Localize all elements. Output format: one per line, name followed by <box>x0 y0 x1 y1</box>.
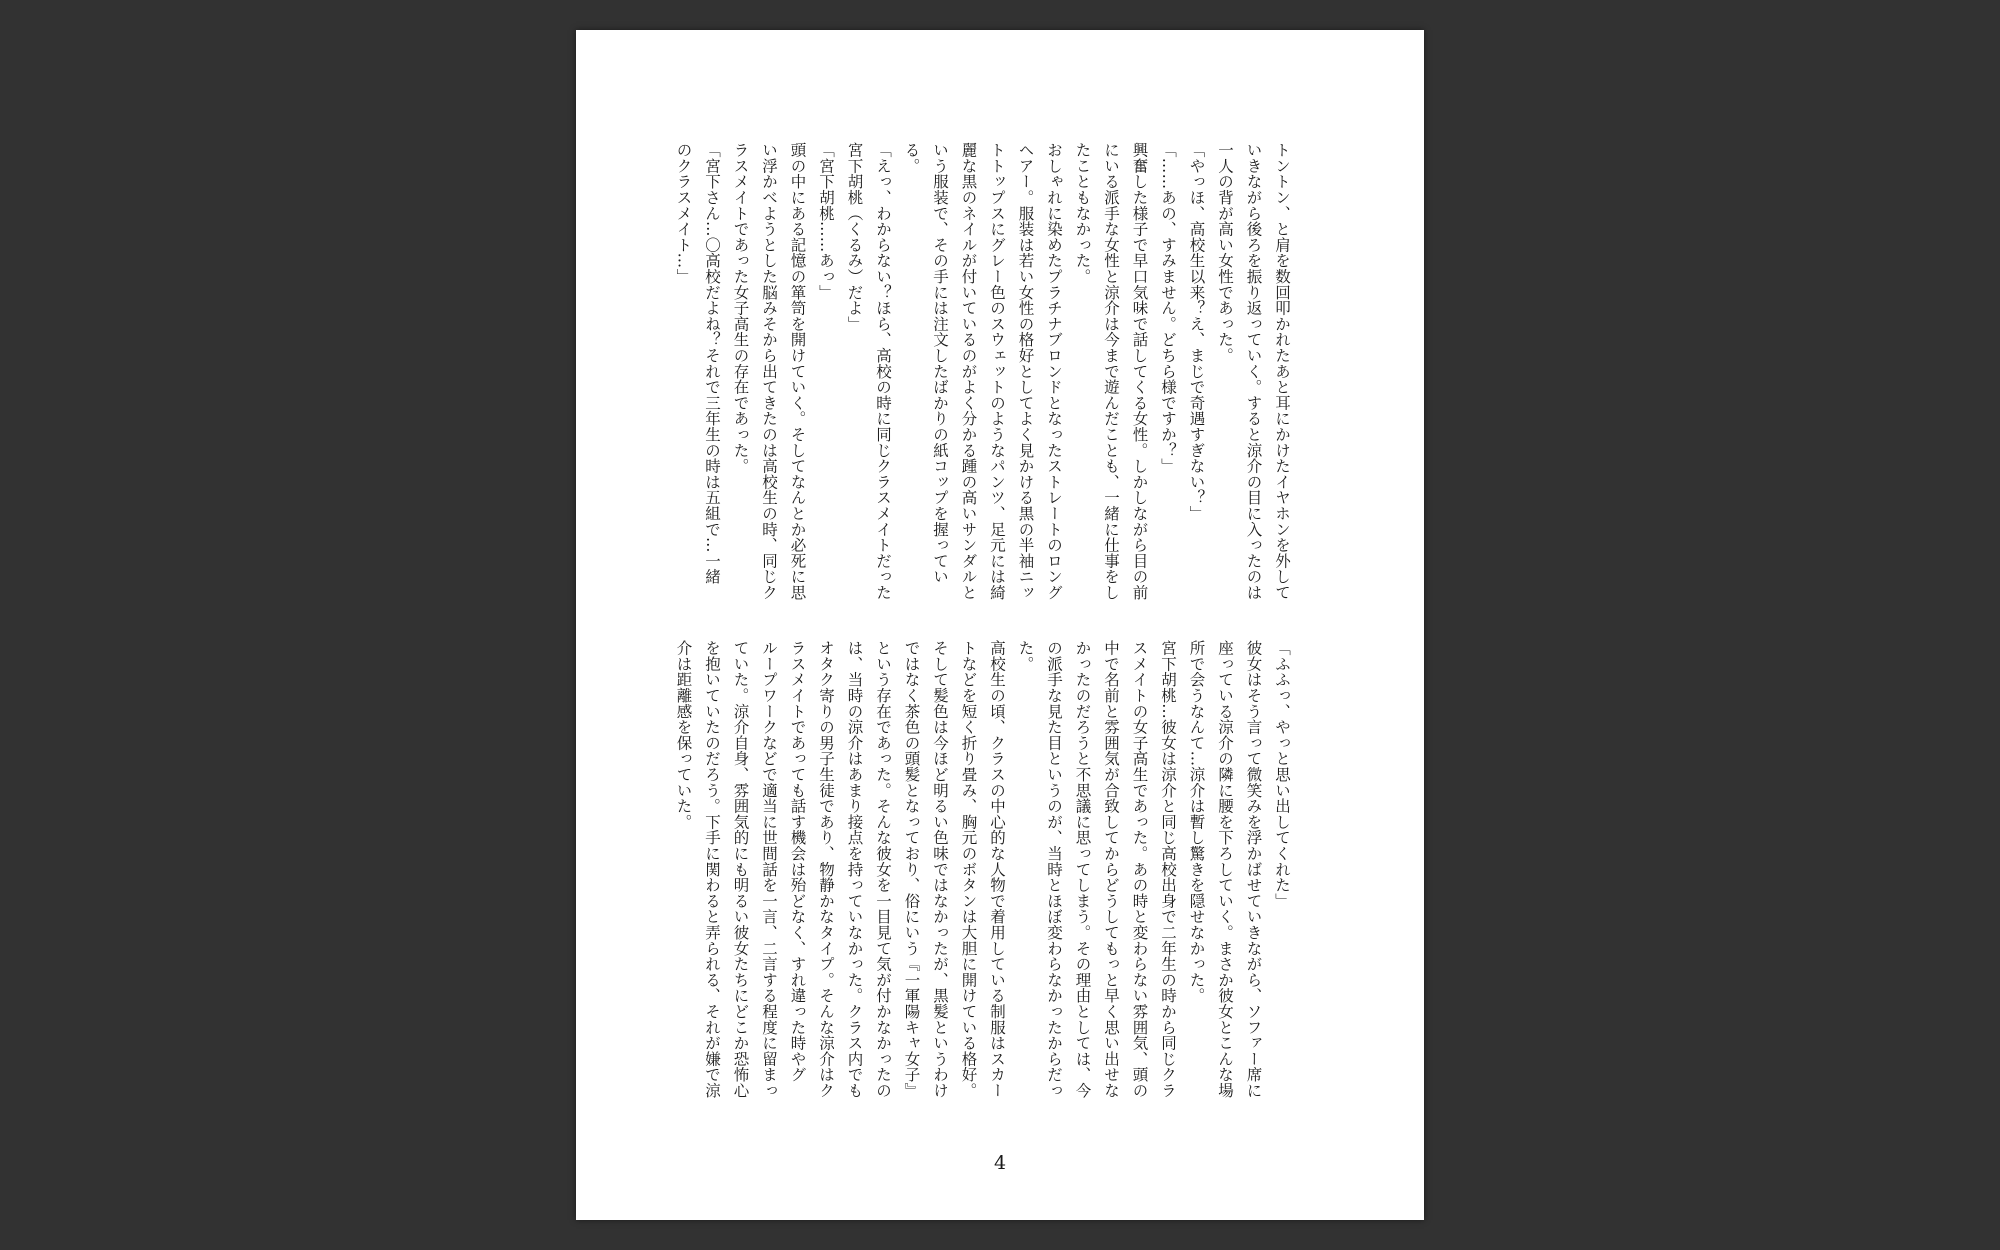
text-line: は、当時の涼介はあまり接点を持っていなかった。クラス内でも <box>845 640 864 1099</box>
text-line: 彼女はそう言って微笑みを浮かばせていきながら、ソファー席に <box>1244 640 1263 1099</box>
text-line: 「宮下さん…〇高校だよね？それで三年生の時は五組で…一緒 <box>703 142 721 585</box>
text-line: 興奮した様子で早口気味で話してくる女性。しかしながら目の前 <box>1130 142 1149 601</box>
text-line: 宮下胡桃…彼女は涼介と同じ高校出身で二年生の時から同じクラ <box>1159 640 1177 1099</box>
page-number: 4 <box>993 1152 1007 1174</box>
text-line: ではなく茶色の頭髪となっており、俗にいう『一軍陽キャ女子』 <box>902 640 921 1099</box>
text-line: 一人の背が高い女性であった。 <box>1216 142 1234 364</box>
text-line: を抱いていたのだろう。下手に関わると弄られる、それが嫌で涼 <box>703 640 721 1099</box>
text-line: ラスメイトであっても話す機会は殆どなく、すれ違った時やグ <box>788 640 807 1083</box>
text-line: にいる派手な女性と涼介は今まで遊んだことも、一緒に仕事をし <box>1102 142 1120 601</box>
text-line: オタク寄りの男子生徒であり、物静かなタイプ。そんな涼介はク <box>817 640 835 1099</box>
text-line: という存在であった。そんな彼女を一目見て気が付かなかったの <box>874 640 892 1099</box>
text-line: 宮下胡桃（くるみ）だよ」 <box>845 142 864 332</box>
text-line: い浮かべようとした脳みそから出てきたのは高校生の時、同じク <box>760 142 778 601</box>
text-line: 所で会うなんて…涼介は暫し驚きを隠せなかった。 <box>1187 640 1206 1004</box>
text-line: かったのだろうと不思議に思ってしまう。その理由としては、今 <box>1073 640 1092 1099</box>
text-block-upper <box>674 142 1296 627</box>
document-page <box>576 30 1424 1220</box>
text-line: そして髪色は今ほど明るい色味ではなかったが、黒髪というわけ <box>931 640 949 1099</box>
text-line: 麗な黒のネイルが付いているのがよく分かる踵の高いサンダルと <box>959 142 978 601</box>
text-line: おしゃれに染めたプラチナブロンドとなったストレートのロング <box>1045 142 1063 601</box>
text-line: トントン、と肩を数回叩かれたあと耳にかけたイヤホンを外して <box>1273 142 1291 601</box>
text-line: 「えっ、わからない？ほら、高校の時に同じクラスメイトだった <box>874 142 892 601</box>
text-line: 高校生の頃、クラスの中心的な人物で着用している制服はスカー <box>988 640 1006 1099</box>
text-line: たこともなかった。 <box>1073 142 1092 285</box>
text-line: ヘアー。服装は若い女性の格好としてよく見かける黒の半袖ニッ <box>1016 142 1035 601</box>
text-line: 座っている涼介の隣に腰を下ろしていく。まさか彼女とこんな場 <box>1216 640 1234 1099</box>
text-line: 「……あの、すみません。どちら様ですか？」 <box>1159 142 1177 474</box>
text-line: 中で名前と雰囲気が合致してからどうしてもっと早く思い出せな <box>1102 640 1120 1099</box>
text-line: いきながら後ろを振り返っていく。すると涼介の目に入ったのは <box>1244 142 1263 601</box>
text-line: 「ふふっ、やっと思い出してくれた」 <box>1273 640 1291 909</box>
text-line: の派手な見た目というのが、当時とほぼ変わらなかったからだっ <box>1045 640 1063 1099</box>
text-line: ていた。涼介自身、雰囲気的にも明るい彼女たちにどこか恐怖心 <box>731 640 750 1099</box>
text-line: る。 <box>902 142 921 174</box>
text-line: 「宮下胡桃……あっ」 <box>817 142 835 300</box>
text-line: ラスメイトであった女子高生の存在であった。 <box>731 142 750 474</box>
text-line: いう服装で、その手には注文したばかりの紙コップを握ってい <box>931 142 949 585</box>
text-line: トトップスにグレー色のスウェットのようなパンツ、足元には綺 <box>988 142 1006 601</box>
text-line: ループワークなどで適当に世間話を一言、二言する程度に留まっ <box>760 640 778 1099</box>
text-line: トなどを短く折り畳み、胸元のボタンは大胆に開けている格好。 <box>959 640 978 1099</box>
text-line: のクラスメイト…」 <box>674 142 693 285</box>
text-block-lower <box>674 640 1296 1125</box>
text-line: 「やっほ、高校生以来？え、まじで奇遇すぎない？」 <box>1187 142 1206 522</box>
text-line: 頭の中にある記憶の箪笥を開けていく。そしてなんとか必死に思 <box>788 142 807 601</box>
text-line: スメイトの女子高生であった。あの時と変わらない雰囲気、頭の <box>1130 640 1149 1099</box>
text-line: 介は距離感を保っていた。 <box>674 640 693 830</box>
text-line: た。 <box>1016 640 1035 672</box>
